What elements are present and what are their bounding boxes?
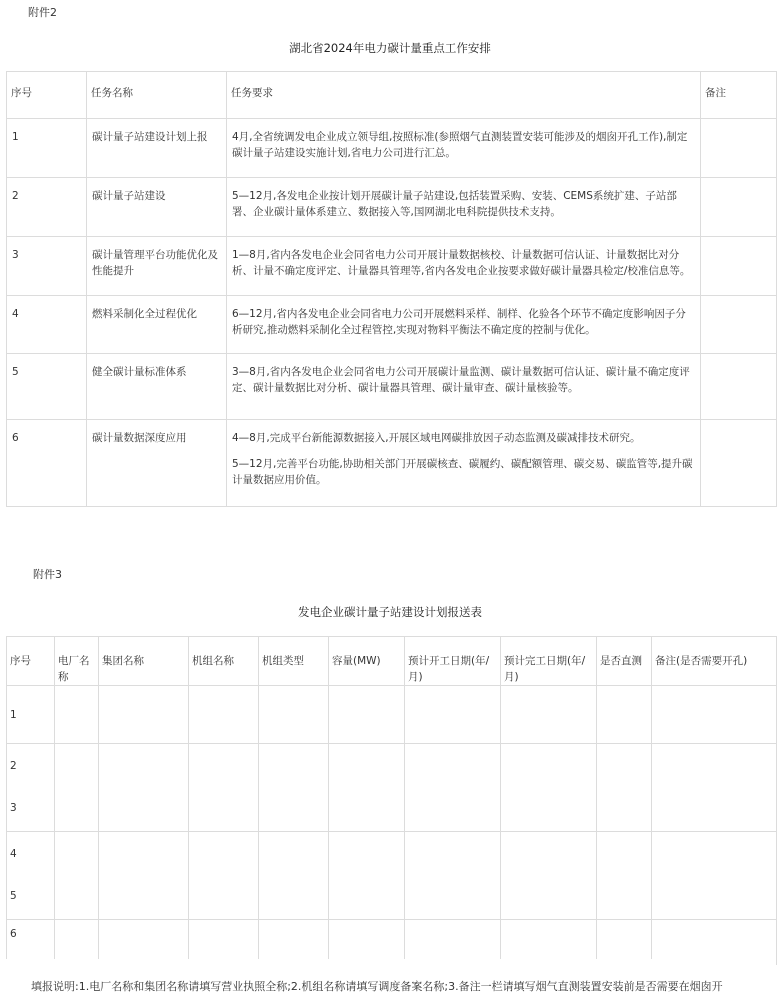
row-task: 健全碳计量标准体系 bbox=[87, 354, 227, 420]
header-direct-measurement: 是否直测 bbox=[597, 637, 652, 686]
row-no: 6 bbox=[7, 920, 55, 965]
row-requirement bbox=[227, 119, 701, 178]
report-form-header-row bbox=[7, 637, 777, 686]
requirement-text: 4—8月,完成平台新能源数据接入,开展区域电网碳排放因子动态监测及碳减排技术研究。 bbox=[232, 432, 641, 444]
header-no: 序号 bbox=[7, 637, 55, 686]
attachment2-label: 附件2 bbox=[28, 6, 57, 19]
row-no-pair bbox=[7, 744, 55, 832]
header-capacity: 容量(MW) bbox=[329, 637, 405, 686]
row-no: 3 bbox=[10, 802, 17, 814]
row-note bbox=[701, 354, 777, 420]
row-requirement bbox=[227, 178, 701, 237]
row-no: 4 bbox=[10, 848, 17, 860]
header-unit-name: 机组名称 bbox=[189, 637, 259, 686]
attachment3-title: 发电企业碳计量子站建设计划报送表 bbox=[298, 605, 482, 619]
row-task: 碳计量数据深度应用 bbox=[87, 420, 227, 507]
header-no: 序号 bbox=[7, 72, 87, 119]
row-task: 燃料采制化全过程优化 bbox=[87, 296, 227, 354]
requirement-text: 6—12月,省内各发电企业会同省电力公司开展燃料采样、制样、化验各个环节不确定度影响因子分析研究,推动燃料采制化全过程管控,实现对物料平衡法不确定度的控制与优化。 bbox=[232, 308, 686, 336]
work-plan-table bbox=[6, 71, 777, 507]
header-group-name: 集团名称 bbox=[99, 637, 189, 686]
row-note bbox=[701, 296, 777, 354]
header-planned-start: 预计开工日期(年/月) bbox=[405, 637, 501, 686]
row-no: 6 bbox=[7, 420, 87, 507]
requirement-text: 3—8月,省内各发电企业会同省电力公司开展碳计量监测、碳计量数据可信认证、碳计量不确定度评定、碳计量数据比对分析、碳计量器具管理、碳计量审查、碳计量核验等。 bbox=[232, 366, 690, 394]
table-row bbox=[7, 920, 777, 965]
row-no: 1 bbox=[7, 119, 87, 178]
row-requirement bbox=[227, 420, 701, 507]
row-requirement bbox=[227, 296, 701, 354]
row-no: 3 bbox=[7, 237, 87, 296]
table-row bbox=[7, 420, 777, 507]
row-task: 碳计量子站建设计划上报 bbox=[87, 119, 227, 178]
header-unit-type: 机组类型 bbox=[259, 637, 329, 686]
requirement-text: 5—12月,完善平台功能,协助相关部门开展碳核查、碳履约、碳配额管理、碳交易、碳监管等,提升碳计量数据应用价值。 bbox=[232, 458, 693, 486]
table-row bbox=[7, 178, 777, 237]
row-no: 2 bbox=[7, 178, 87, 237]
requirement-text: 4月,全省统调发电企业成立领导组,按照标准(参照烟气直测装置安装可能涉及的烟囱开孔工作),制定碳计量子站建设实施计划,省电力公司进行汇总。 bbox=[232, 131, 688, 159]
row-no: 2 bbox=[10, 760, 17, 772]
table-row bbox=[7, 354, 777, 420]
row-no-pair bbox=[7, 832, 55, 920]
row-no: 5 bbox=[7, 354, 87, 420]
table-row bbox=[7, 686, 777, 744]
row-task: 碳计量管理平台功能优化及性能提升 bbox=[87, 237, 227, 296]
header-requirement: 任务要求 bbox=[227, 72, 701, 119]
header-plant-name: 电厂名称 bbox=[55, 637, 99, 686]
requirement-text: 1—8月,省内各发电企业会同省电力公司开展计量数据核校、计量数据可信认证、计量数据比对分析、计量不确定度评定、计量器具管理等,省内各发电企业按要求做好碳计量器具检定/校准信息等。 bbox=[232, 249, 691, 277]
attachment3-label: 附件3 bbox=[33, 568, 62, 581]
row-no: 4 bbox=[7, 296, 87, 354]
row-no: 1 bbox=[7, 686, 55, 744]
row-note bbox=[701, 119, 777, 178]
table-row bbox=[7, 237, 777, 296]
fill-instructions: 填报说明:1.电厂名称和集团名称请填写营业执照全称;2.机组名称请填写调度备案名称;3.备注一栏请填写烟气直测装置安装前是否需要在烟囱开 bbox=[31, 980, 723, 993]
attachment2-title: 湖北省2024年电力碳计量重点工作安排 bbox=[289, 41, 491, 55]
table-row bbox=[7, 832, 777, 920]
header-task: 任务名称 bbox=[87, 72, 227, 119]
row-requirement bbox=[227, 237, 701, 296]
table-row bbox=[7, 744, 777, 832]
header-planned-finish: 预计完工日期(年/月) bbox=[501, 637, 597, 686]
header-remark: 备注(是否需要开孔) bbox=[652, 637, 777, 686]
requirement-text: 5—12月,各发电企业按计划开展碳计量子站建设,包括装置采购、安装、CEMS系统扩建、子站部署、企业碳计量体系建立、数据接入等,国网湖北电科院提供技术支持。 bbox=[232, 190, 677, 218]
work-plan-header-row bbox=[7, 72, 777, 119]
report-form-table bbox=[6, 636, 777, 965]
table-row bbox=[7, 296, 777, 354]
row-requirement bbox=[227, 354, 701, 420]
row-note bbox=[701, 237, 777, 296]
row-note bbox=[701, 420, 777, 507]
row-note bbox=[701, 178, 777, 237]
row-task: 碳计量子站建设 bbox=[87, 178, 227, 237]
row-no: 5 bbox=[10, 890, 17, 902]
table-row bbox=[7, 119, 777, 178]
header-note: 备注 bbox=[701, 72, 777, 119]
